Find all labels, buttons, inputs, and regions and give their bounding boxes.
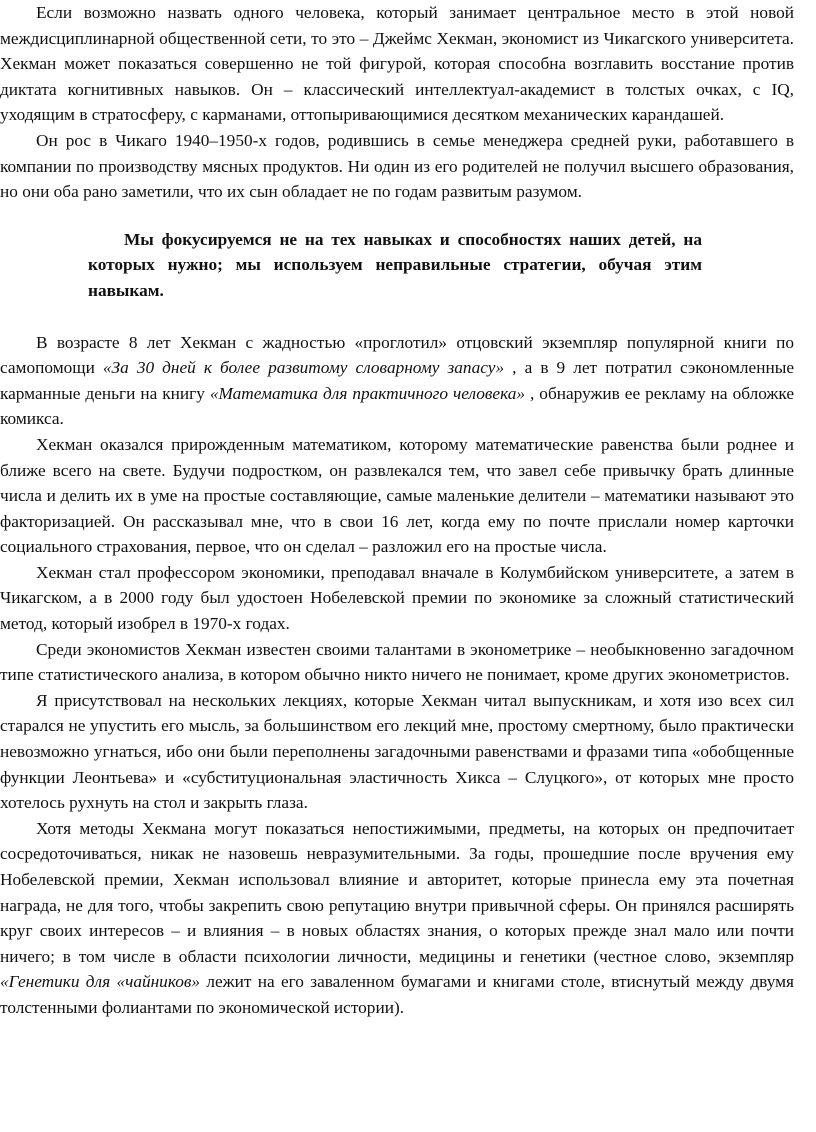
- paragraph-text: , обнаружив ее рекламу на обложке комикса.: [0, 383, 794, 429]
- paragraph-text: , а в 9 лет потратил сэкономленные карманные деньги на книгу: [0, 358, 795, 403]
- paragraph-text: Хотя методы Хекмана могут показаться непостижимыми, предметы, на которых он предпочитает сосредоточиваться, никак не назовешь невразумительными. За годы, прошедшие после вручения ему Нобелевской премии, Хекман использовал влияние и авторитет, которые принесла ему эта почетная награда, не для того, чтобы закрепить свою репутацию внутри привычной сферы. Он принялся расширять круг своих интересов – и влияния – в новых областях знания, о которых прежде знал мало или почти ничего; в том числе в области психологии личности, медицины и генетики (честное слово, экземпляр: [0, 818, 794, 966]
- paragraph-interests: [0, 816, 794, 1021]
- paragraph-heckman-intro: Если возможно назвать одного человека, который занимает центральное место в этой новой междисциплинарной общественной сети, то это – Джеймс Хекман, экономист из Чикагского университета. Хекман может показаться совершенно не той фигурой, которая способна возглавить восстание против диктата когнитивных навыков. Он – классический интеллектуал-академист в толстых очках, с IQ, уходящим в стратосферу, с карманами, оттопыривающимися десятком механических карандашей.: [0, 3, 794, 125]
- paragraph-econometrics: Среди экономистов Хекман известен своими талантами в эконометрике – необыкновенно загадочном типе статистического анализа, в котором обычно никто ничего не понимает, кроме других эконометристов.: [0, 639, 794, 685]
- paragraph-professor: Хекман стал профессором экономики, преподавал вначале в Колумбийском университете, а затем в Чикагском, а в 2000 году был удостоен Нобелевской премии по экономике за сложный статистический метод, который изобрел в 1970-х годах.: [0, 562, 794, 634]
- paragraph-heckman-childhood: Он рос в Чикаго 1940–1950-х годов, родившись в семье менеджера средней руки, работавшего в компании по производству мясных продуктов. Ни один из его родителей не получил высшего образования, но они оба рано заметили, что их сын обладает не по годам развитым разумом.: [0, 130, 794, 202]
- paragraph-mathematician: Хекман оказался прирожденным математиком, которому математические равенства были роднее и ближе всего на свете. Будучи подростком, он развлекался тем, что завел себе привычку брать длинные числа и делить их в уме на простые составляющие, самые маленькие делители – математики называют это факторизацией. Он рассказывал мне, что в свои 16 лет, когда ему по почте прислали номер карточки социального страхования, первое, что он сделал – разложил его на простые числа.: [0, 434, 794, 557]
- book-title: «Генетики для «чайников»: [0, 972, 201, 992]
- spacer: [0, 205, 794, 227]
- paragraph-books: [0, 330, 794, 432]
- book-title: «Математика для практичного человека»: [209, 383, 526, 403]
- paragraph-text: лежит на его заваленном бумагами и книгами столе, втиснутый между двумя толстенными фолиантами по экономической истории).: [0, 972, 794, 1017]
- book-title: «За 30 дней к более развитому словарному запасу»: [102, 358, 505, 378]
- pull-quote: Мы фокусируемся не на тех навыках и способностях наших детей, на которых нужно; мы используем неправильные стратегии, обучая этим навыкам.: [88, 229, 702, 300]
- paragraph-lectures: Я присутствовал на нескольких лекциях, которые Хекман читал выпускникам, и хотя изо всех сил старался не упустить его мысль, за большинством его лекций мне, простому смертному, было практически невозможно угнаться, ибо они были переполнены загадочными равенствами и фразами типа «обобщенные функции Леонтьева» и «субституциональная эластичность Хикса – Слуцкого», от которых мне просто хотелось рухнуть на стол и закрыть глаза.: [0, 690, 794, 813]
- spacer: [0, 304, 794, 330]
- paragraph-text: В возрасте 8 лет Хекман с жадностью «проглотил» отцовский экземпляр популярной книги по самопомощи: [0, 332, 794, 378]
